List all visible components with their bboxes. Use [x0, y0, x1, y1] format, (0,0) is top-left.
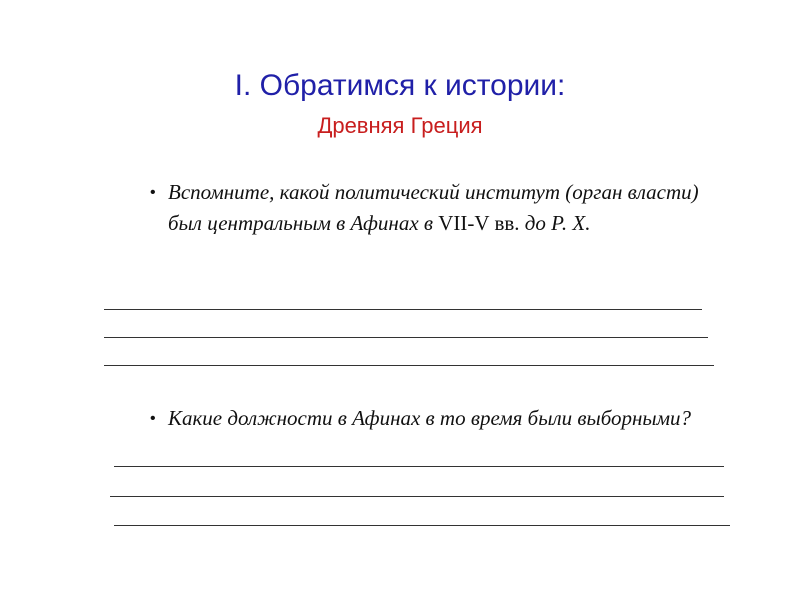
slide-subtitle: Древняя Греция: [317, 113, 483, 138]
question-2: [150, 403, 728, 434]
question-1-text: Вспомните, какой политический институт (орган власти) был центральным в Афинах в: [168, 180, 699, 235]
question-2-text: Какие должности в Афинах в то время были выборными?: [168, 406, 692, 430]
question-1-century: VII-V вв.: [438, 211, 520, 235]
question-1-text-end: до Р. Х.: [519, 211, 591, 235]
answer-line: [104, 365, 714, 366]
answer-line: [114, 466, 724, 467]
bullet-icon: •: [150, 410, 156, 427]
answer-line: [104, 309, 702, 310]
question-1: [150, 177, 728, 239]
answer-line: [110, 496, 724, 497]
answer-line: [104, 337, 708, 338]
answer-line: [114, 525, 730, 526]
slide-title: I. Обратимся к истории:: [234, 69, 566, 102]
bullet-icon: •: [150, 184, 156, 201]
